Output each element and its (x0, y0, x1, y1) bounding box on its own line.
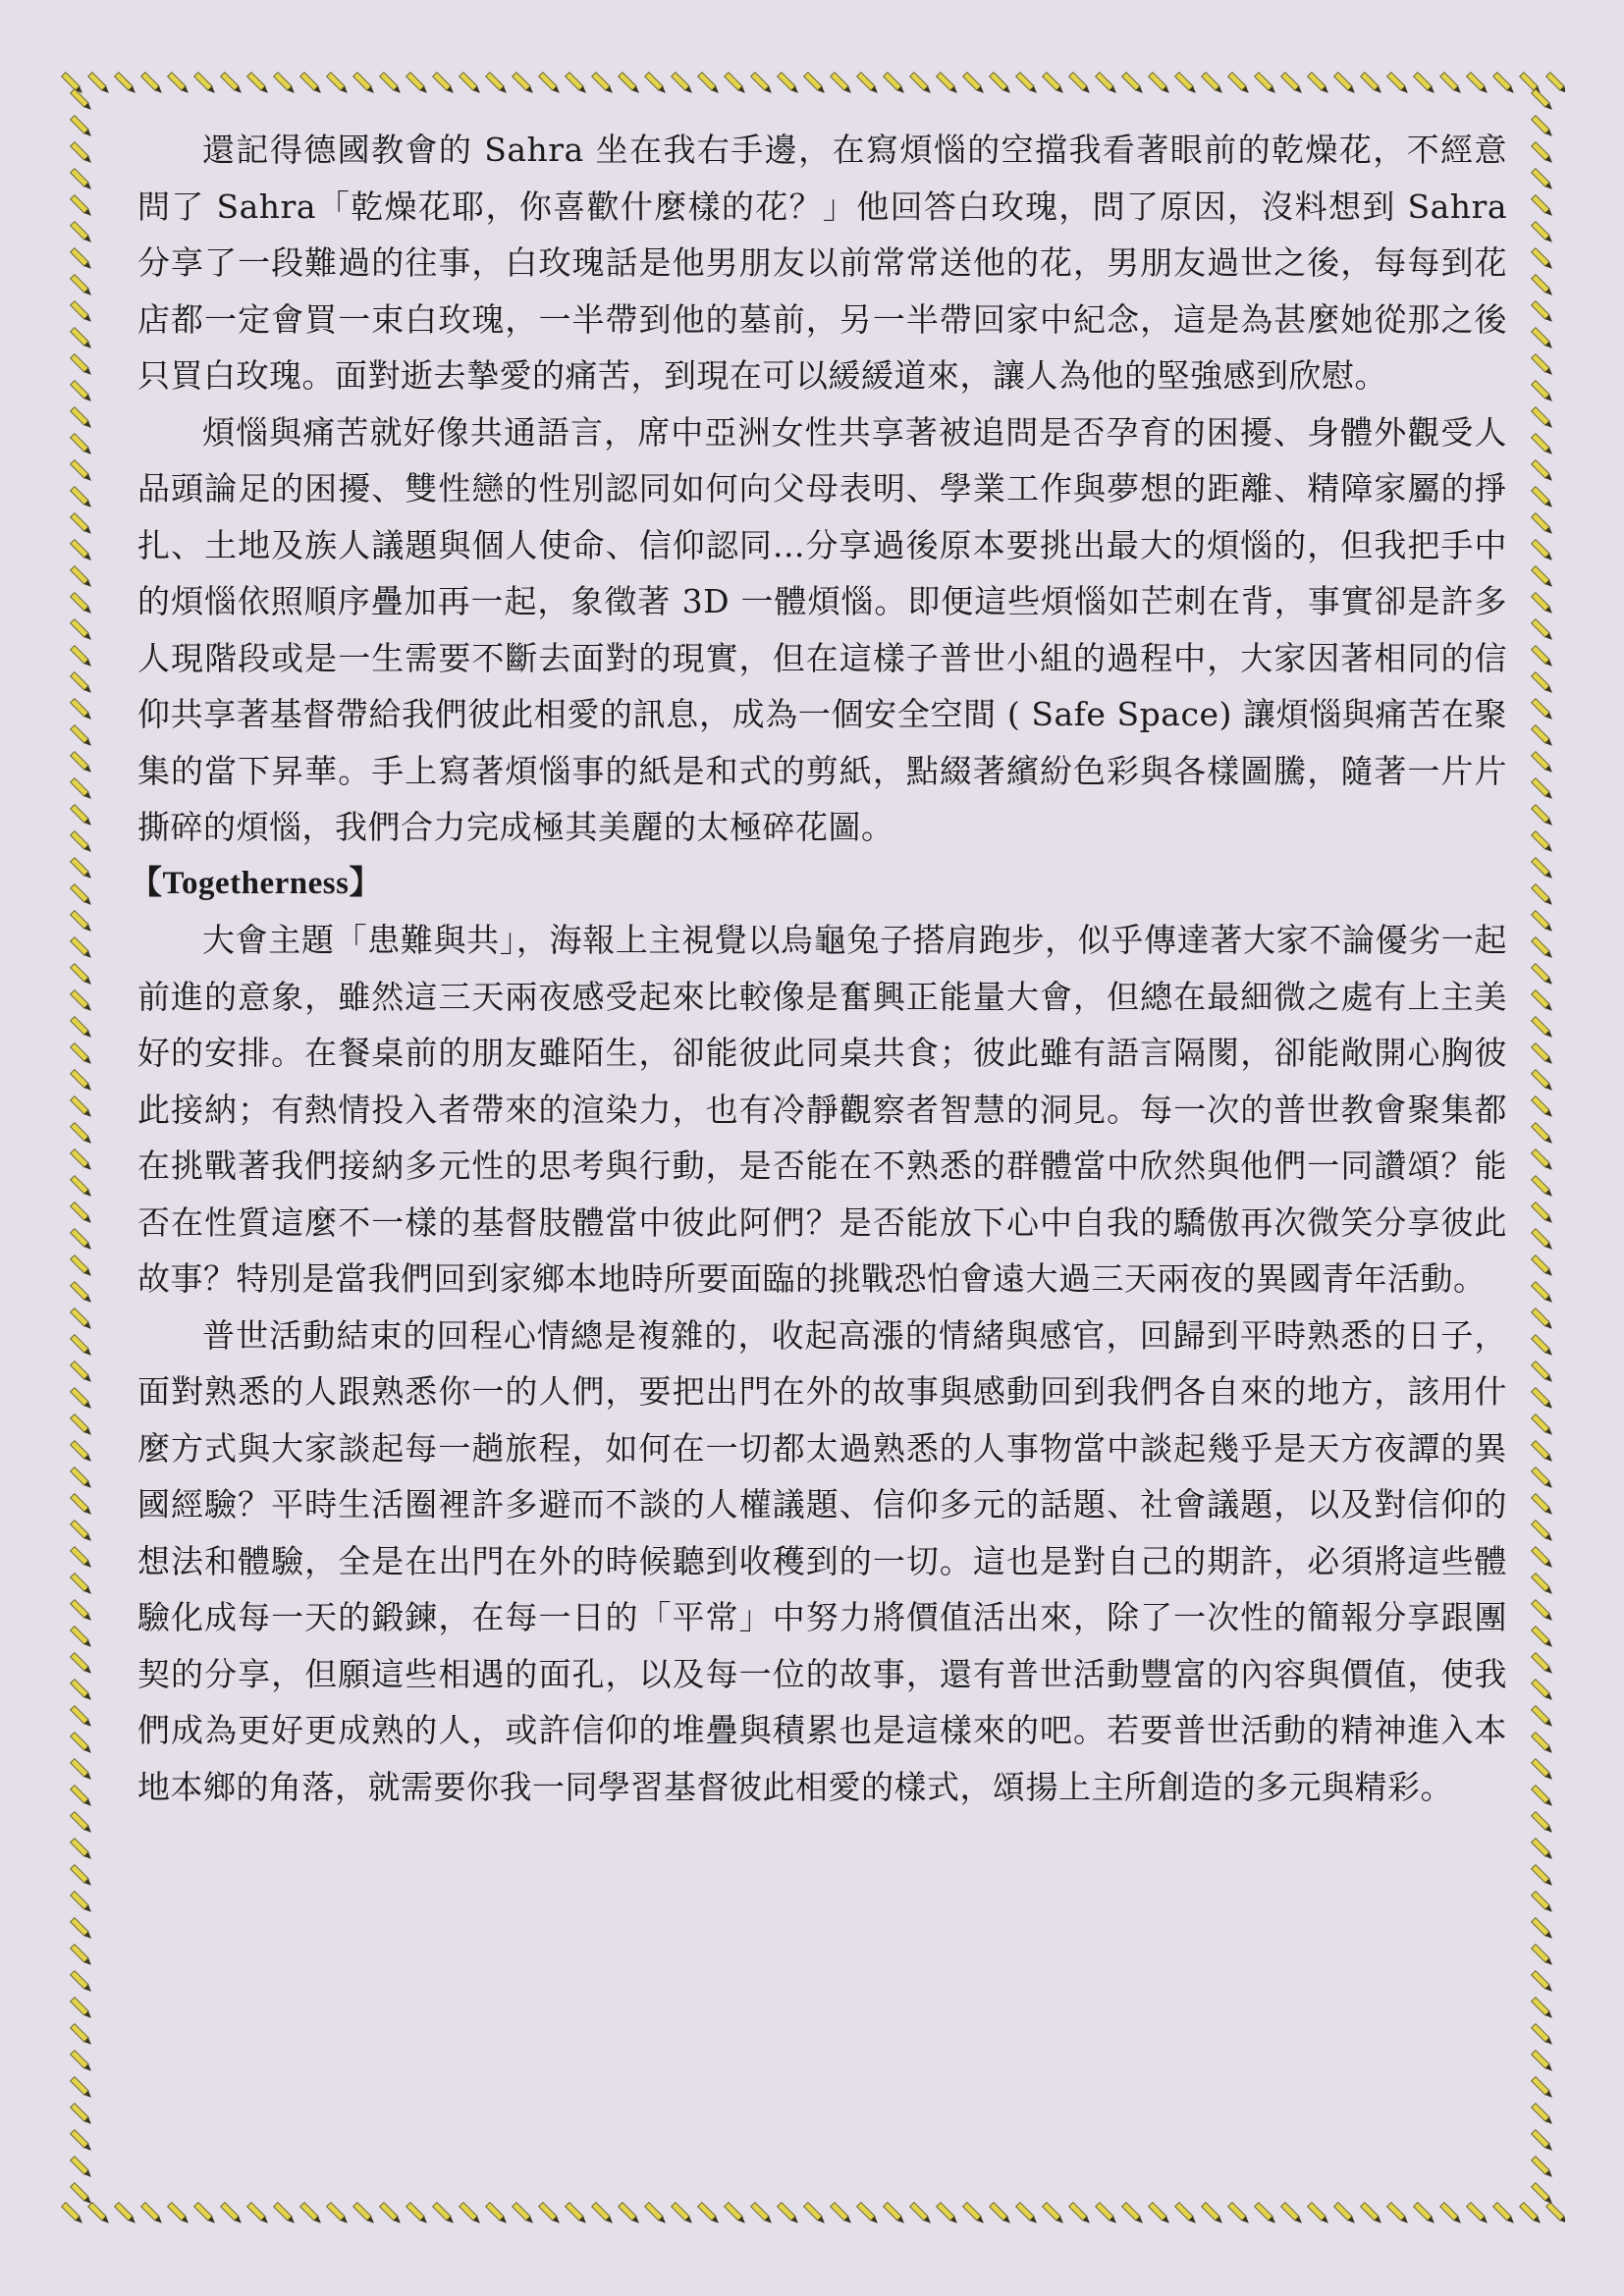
pencil-icon (1532, 1123, 1554, 1146)
pencil-icon (1532, 89, 1554, 112)
pencil-icon (71, 1600, 93, 1623)
pencil-icon (71, 1229, 93, 1252)
pencil-icon (672, 73, 694, 95)
pencil-icon (71, 301, 93, 324)
pencil-icon (910, 2203, 933, 2225)
paragraph-sahra-story: 還記得德國教會的 Sahra 坐在我右手邊，在寫煩惱的空擋我看著眼前的乾燥花，不經意問了 Sahra「乾燥花耶，你喜歡什麼樣的花？」他回答白玫瑰，問了原因，沒料想到 Sahra 分享了一段難過的往事，白玫瑰話是他男朋友以前常常送他的花，男朋友過世之後，每每到花店都一定會買一束白玫瑰，一半帶到他的墓前，另一半帶回家中紀念，這是為甚麼她從那之後只買白玫瑰。面對逝去摯愛的痛苦，到現在可以緩緩道來，讓人為他的堅強感到欣慰。 (137, 131, 1507, 395)
pencil-icon (1532, 805, 1554, 828)
pencil-icon (1532, 1680, 1554, 1702)
pencil-icon (1532, 354, 1554, 377)
pencil-icon (566, 73, 588, 95)
pencil-icon (1308, 73, 1330, 95)
pencil-icon (71, 1043, 93, 1066)
article-body (130, 122, 1507, 1815)
pencil-icon (460, 2203, 482, 2225)
pencil-icon (1532, 301, 1554, 324)
pencil-icon (71, 566, 93, 589)
border-right (1520, 61, 1565, 2236)
pencil-icon (71, 116, 93, 138)
pencil-icon (221, 73, 244, 95)
pencil-icon (1532, 1600, 1554, 1623)
pencil-icon (141, 73, 164, 95)
pencil-icon (1096, 73, 1118, 95)
pencil-icon (1440, 73, 1463, 95)
pencil-icon (884, 73, 906, 95)
pencil-icon (1532, 1574, 1554, 1596)
pencil-icon (300, 73, 323, 95)
pencil-icon (1532, 1415, 1554, 1437)
pencil-icon (539, 2203, 562, 2225)
pencil-icon (433, 2203, 456, 2225)
pencil-icon (71, 2183, 93, 2206)
pencil-icon (1532, 1839, 1554, 1861)
pencil-icon (1532, 593, 1554, 615)
paragraph-shared-troubles: 煩惱與痛苦就好像共通語言，席中亞洲女性共享著被追問是否孕育的困擾、身體外觀受人品頭論足的困擾、雙性戀的性別認同如何向父母表明、學業工作與夢想的距離、精障家屬的掙扎、土地及族人議題與個人使命、信仰認同...分享過後原本要挑出最大的煩惱的，但我把手中的煩惱依照順序疊加再一起，象徵著 3D 一體煩惱。即便這些煩惱如芒刺在背，事實卻是許多人現階段或是一生需要不斷去面對的現實，但在這樣子普世小組的過程中，大家因著相同的信仰共享著基督帶給我們彼此相愛的訊息，成為一個安全空間 ( Safe Space) 讓煩惱與痛苦在聚集的當下昇華。手上寫著煩惱事的紙是和式的剪紙，點綴著繽紛色彩與各樣圖騰，隨著一片片撕碎的煩惱，我們合力完成極其美麗的太極碎花圖。 (137, 412, 1507, 846)
pencil-icon (1532, 672, 1554, 695)
pencil-icon (1361, 2203, 1383, 2225)
pencil-icon (1532, 2077, 1554, 2100)
pencil-icon (71, 381, 93, 403)
pencil-icon (71, 1017, 93, 1040)
pencil-icon (1532, 1308, 1554, 1331)
pencil-icon (1493, 73, 1516, 95)
pencil-icon (71, 911, 93, 934)
pencil-icon (71, 1547, 93, 1570)
pencil-icon (1255, 73, 1277, 95)
pencil-icon (1255, 2203, 1277, 2225)
pencil-icon (1175, 73, 1198, 95)
pencil-icon (71, 1839, 93, 1861)
pencil-icon (884, 2203, 906, 2225)
pencil-icon (990, 2203, 1012, 2225)
pencil-icon (1149, 2203, 1171, 2225)
pencil-icon (1532, 1494, 1554, 1517)
pencil-icon (1532, 566, 1554, 589)
pencil-icon (71, 1759, 93, 1782)
pencil-icon (1532, 1176, 1554, 1199)
pencil-icon (71, 407, 93, 430)
pencil-icon (725, 2203, 747, 2225)
pencil-icon (539, 73, 562, 95)
pencil-icon (71, 1176, 93, 1199)
pencil-icon (1281, 2203, 1304, 2225)
pencil-icon (1532, 884, 1554, 907)
pencil-icon (71, 1415, 93, 1437)
pencil-icon (1532, 1229, 1554, 1252)
pencil-icon (433, 73, 456, 95)
pencil-icon (71, 1202, 93, 1225)
pencil-icon (141, 2203, 164, 2225)
pencil-icon (831, 2203, 853, 2225)
pencil-icon (71, 593, 93, 615)
pencil-icon (1043, 73, 1065, 95)
pencil-icon (963, 2203, 986, 2225)
pencil-icon (1334, 73, 1357, 95)
pencil-icon (1467, 2203, 1489, 2225)
pencil-icon (1175, 2203, 1198, 2225)
pencil-icon (513, 2203, 535, 2225)
pencil-icon (71, 699, 93, 721)
pencil-icon (71, 1918, 93, 1941)
pencil-icon (778, 2203, 800, 2225)
pencil-icon (645, 2203, 668, 2225)
pencil-icon (71, 964, 93, 987)
pencil-icon (804, 73, 827, 95)
pencil-icon (1069, 73, 1092, 95)
pencil-icon (592, 2203, 615, 2225)
pencil-icon (1532, 1759, 1554, 1782)
pencil-icon (1532, 222, 1554, 244)
pencil-icon (353, 73, 376, 95)
pencil-icon (71, 89, 93, 112)
pencil-icon (1532, 1282, 1554, 1305)
pencil-icon (1532, 1918, 1554, 1941)
pencil-icon (1096, 2203, 1118, 2225)
pencil-icon (71, 434, 93, 456)
pencil-icon (71, 884, 93, 907)
pencil-icon (1532, 1653, 1554, 1676)
pencil-icon (1414, 73, 1436, 95)
pencil-icon (751, 2203, 774, 2225)
pencil-icon (1532, 831, 1554, 854)
pencil-icon (592, 73, 615, 95)
pencil-icon (71, 646, 93, 668)
pencil-icon (71, 1971, 93, 1994)
pencil-icon (1532, 990, 1554, 1013)
pencil-icon (71, 540, 93, 562)
pencil-icon (1532, 911, 1554, 934)
pencil-icon (1532, 381, 1554, 403)
pencil-icon (71, 275, 93, 297)
pencil-icon (71, 725, 93, 748)
pencil-icon (1532, 1627, 1554, 1649)
pencil-icon (1532, 1733, 1554, 1755)
section-heading-togetherness: 【Togetherness】 (130, 865, 382, 901)
pencil-icon (194, 2203, 217, 2225)
pencil-icon (1532, 1202, 1554, 1225)
pencil-icon (71, 1308, 93, 1331)
pencil-icon (1532, 858, 1554, 881)
pencil-icon (194, 73, 217, 95)
pencil-icon (71, 1123, 93, 1146)
pencil-icon (115, 2203, 137, 2225)
pencil-icon (1532, 1971, 1554, 1994)
pencil-icon (1532, 2024, 1554, 2047)
pencil-icon (1016, 2203, 1039, 2225)
pencil-icon (1532, 1892, 1554, 1914)
pencil-icon (1532, 2104, 1554, 2126)
pencil-icon (71, 1149, 93, 1172)
pencil-icon (1532, 1468, 1554, 1490)
pencil-icon (1532, 1865, 1554, 1888)
pencil-icon (71, 1998, 93, 2020)
pencil-icon (1532, 778, 1554, 801)
pencil-icon (247, 2203, 270, 2225)
pencil-icon (71, 831, 93, 854)
pencil-icon (672, 2203, 694, 2225)
pencil-icon (1440, 2203, 1463, 2225)
pencil-icon (990, 73, 1012, 95)
pencil-icon (168, 73, 190, 95)
pencil-icon (619, 73, 641, 95)
pencil-icon (1228, 2203, 1251, 2225)
pencil-icon (71, 2077, 93, 2100)
pencil-icon (486, 73, 509, 95)
pencil-icon (1532, 2130, 1554, 2153)
pencil-icon (71, 328, 93, 350)
pencil-icon (1532, 937, 1554, 960)
pencil-icon (71, 222, 93, 244)
pencil-icon (71, 805, 93, 828)
pencil-icon (1532, 2051, 1554, 2073)
pencil-icon (71, 1388, 93, 1411)
pencil-icon (300, 2203, 323, 2225)
pencil-icon (698, 73, 721, 95)
pencil-icon (1532, 1362, 1554, 1384)
pencil-icon (274, 73, 297, 95)
pencil-icon (1069, 2203, 1092, 2225)
pencil-icon (1532, 1945, 1554, 1967)
pencil-icon (486, 2203, 509, 2225)
pencil-icon (1202, 73, 1224, 95)
pencil-icon (1043, 2203, 1065, 2225)
border-left (59, 61, 104, 2236)
pencil-icon (71, 2157, 93, 2179)
pencil-icon (353, 2203, 376, 2225)
pencil-icon (71, 1494, 93, 1517)
pencil-icon (1532, 248, 1554, 271)
pencil-icon (1532, 513, 1554, 536)
pencil-icon (1387, 73, 1410, 95)
pencil-icon (1149, 73, 1171, 95)
pencil-icon (71, 672, 93, 695)
pencil-icon (168, 2203, 190, 2225)
pencil-icon (71, 487, 93, 509)
pencil-icon (71, 858, 93, 881)
pencil-icon (1532, 1786, 1554, 1808)
pencil-icon (1532, 460, 1554, 483)
pencil-icon (71, 778, 93, 801)
pencil-icon (71, 1441, 93, 1464)
pencil-icon (937, 73, 959, 95)
pencil-icon (1122, 73, 1145, 95)
pencil-icon (71, 1945, 93, 1967)
pencil-icon (1532, 1441, 1554, 1464)
pencil-icon (1532, 1149, 1554, 1172)
border-bottom (59, 2191, 1565, 2236)
pencil-icon (1532, 142, 1554, 165)
pencil-icon (910, 73, 933, 95)
pencil-icon (71, 1706, 93, 1729)
pencil-icon (751, 73, 774, 95)
pencil-icon (71, 619, 93, 642)
pencil-icon (1414, 2203, 1436, 2225)
pencil-icon (1532, 1017, 1554, 1040)
pencil-icon (406, 2203, 429, 2225)
pencil-icon (71, 2024, 93, 2047)
pencil-icon (831, 73, 853, 95)
pencil-icon (1532, 1547, 1554, 1570)
pencil-icon (1532, 1706, 1554, 1729)
pencil-icon (1334, 2203, 1357, 2225)
pencil-icon (1308, 2203, 1330, 2225)
pencil-icon (71, 1865, 93, 1888)
pencil-icon (1532, 2183, 1554, 2206)
pencil-icon (857, 73, 880, 95)
pencil-icon (71, 752, 93, 774)
pencil-icon (221, 2203, 244, 2225)
pencil-icon (857, 2203, 880, 2225)
pencil-icon (963, 73, 986, 95)
pencil-icon (71, 1255, 93, 1278)
pencil-icon (566, 2203, 588, 2225)
pencil-icon (71, 1070, 93, 1093)
pencil-icon (1532, 752, 1554, 774)
pencil-icon (327, 73, 350, 95)
pencil-icon (1532, 275, 1554, 297)
pencil-icon (247, 73, 270, 95)
pencil-icon (71, 354, 93, 377)
pencil-icon (1532, 1998, 1554, 2020)
pencil-icon (804, 2203, 827, 2225)
pencil-icon (71, 1680, 93, 1702)
pencil-icon (1387, 2203, 1410, 2225)
pencil-icon (71, 2104, 93, 2126)
pencil-icon (1532, 487, 1554, 509)
pencil-icon (406, 73, 429, 95)
pencil-icon (1532, 1096, 1554, 1119)
pencil-icon (71, 1521, 93, 1543)
pencil-icon (1493, 2203, 1516, 2225)
pencil-icon (1467, 73, 1489, 95)
pencil-icon (1532, 169, 1554, 191)
pencil-icon (1281, 73, 1304, 95)
pencil-icon (1532, 1070, 1554, 1093)
pencil-icon (71, 248, 93, 271)
pencil-icon (71, 513, 93, 536)
pencil-icon (71, 1335, 93, 1358)
paragraph-conference-theme: 大會主題「患難與共」，海報上主視覺以烏龜兔子搭肩跑步，似乎傳達著大家不論優劣一起前進的意象，雖然這三天兩夜感受起來比較像是奮興正能量大會，但總在最細微之處有上主美好的安排。在餐桌前的朋友雖陌生，卻能彼此同桌共食；彼此雖有語言隔閡，卻能敞開心胸彼此接納；有熱情投入者帶來的渲染力，也有冷靜觀察者智慧的洞見。每一次的普世教會聚集都在挑戰著我們接納多元性的思考與行動，是否能在不熟悉的群體當中欣然與他們一同讚頌？能否在性質這麼不一樣的基督肢體當中彼此阿們？是否能放下心中自我的驕傲再次微笑分享彼此故事？特別是當我們回到家鄉本地時所要面臨的挑戰恐怕會遠大過三天兩夜的異國青年活動。 (137, 921, 1507, 1298)
pencil-icon (380, 2203, 403, 2225)
pencil-icon (1361, 73, 1383, 95)
pencil-icon (1532, 1255, 1554, 1278)
pencil-icon (1532, 1388, 1554, 1411)
pencil-icon (1532, 540, 1554, 562)
pencil-icon (1532, 1521, 1554, 1543)
pencil-icon (1228, 73, 1251, 95)
pencil-icon (71, 460, 93, 483)
pencil-icon (513, 73, 535, 95)
pencil-icon (71, 990, 93, 1013)
pencil-icon (1532, 116, 1554, 138)
pencil-icon (71, 1282, 93, 1305)
pencil-icon (71, 1627, 93, 1649)
pencil-icon (71, 1653, 93, 1676)
pencil-icon (1532, 725, 1554, 748)
pencil-icon (115, 73, 137, 95)
pencil-icon (1532, 1043, 1554, 1066)
pencil-icon (71, 142, 93, 165)
pencil-icon (327, 2203, 350, 2225)
pencil-icon (698, 2203, 721, 2225)
pencil-icon (71, 1733, 93, 1755)
pencil-icon (1532, 1812, 1554, 1835)
pencil-icon (1016, 73, 1039, 95)
pencil-icon (460, 73, 482, 95)
pencil-icon (71, 2130, 93, 2153)
pencil-icon (274, 2203, 297, 2225)
pencil-icon (1532, 195, 1554, 218)
pencil-icon (937, 2203, 959, 2225)
pencil-icon (71, 1786, 93, 1808)
border-top (59, 61, 1565, 106)
pencil-icon (71, 195, 93, 218)
pencil-icon (71, 1096, 93, 1119)
pencil-icon (1532, 619, 1554, 642)
pencil-icon (1122, 2203, 1145, 2225)
pencil-icon (71, 1468, 93, 1490)
pencil-icon (71, 1812, 93, 1835)
pencil-icon (778, 73, 800, 95)
pencil-icon (1532, 646, 1554, 668)
pencil-icon (1532, 1335, 1554, 1358)
pencil-icon (71, 2051, 93, 2073)
pencil-icon (71, 1362, 93, 1384)
pencil-icon (1532, 434, 1554, 456)
pencil-icon (725, 73, 747, 95)
paragraph-return-journey: 普世活動結束的回程心情總是複雜的，收起高漲的情緒與感官，回歸到平時熟悉的日子，面對熟悉的人跟熟悉你一的人們，要把出門在外的故事與感動回到我們各自來的地方，該用什麼方式與大家談起每一趟旅程，如何在一切都太過熟悉的人事物當中談起幾乎是天方夜譚的異國經驗？平時生活圈裡許多避而不談的人權議題、信仰多元的話題、社會議題，以及對信仰的想法和體驗，全是在出門在外的時候聽到收穫到的一切。這也是對自己的期許，必須將這些體驗化成每一天的鍛鍊，在每一日的「平常」中努力將價值活出來，除了一次性的簡報分享跟團契的分享，但願這些相遇的面孔，以及每一位的故事，還有普世活動豐富的內容與價值，使我們成為更好更成熟的人，或許信仰的堆疊與積累也是這樣來的吧。若要普世活動的精神進入本地本鄉的角落，就需要你我一同學習基督彼此相愛的樣式，頌揚上主所創造的多元與精彩。 (137, 1315, 1507, 1806)
pencil-icon (1202, 2203, 1224, 2225)
pencil-icon (71, 1892, 93, 1914)
pencil-icon (1532, 407, 1554, 430)
pencil-icon (619, 2203, 641, 2225)
pencil-icon (645, 73, 668, 95)
pencil-icon (1532, 2157, 1554, 2179)
pencil-icon (71, 1574, 93, 1596)
pencil-icon (380, 73, 403, 95)
pencil-icon (1532, 699, 1554, 721)
pencil-icon (71, 169, 93, 191)
pencil-icon (71, 937, 93, 960)
pencil-icon (1532, 964, 1554, 987)
pencil-icon (1532, 328, 1554, 350)
